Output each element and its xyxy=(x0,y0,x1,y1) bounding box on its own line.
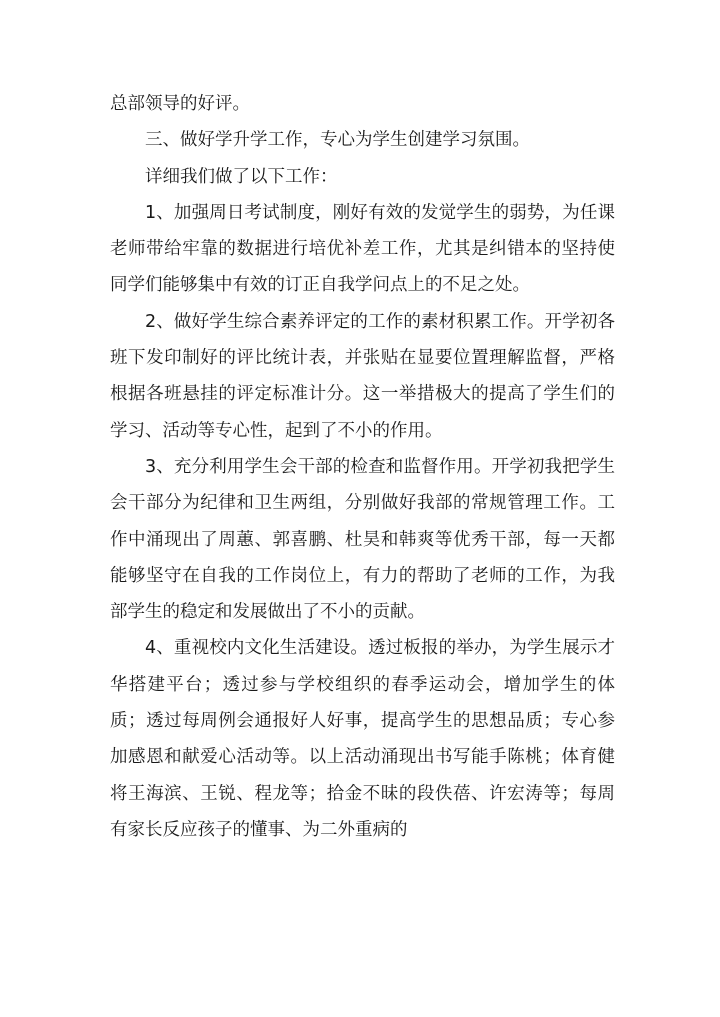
paragraph-intro: 详细我们做了以下工作： xyxy=(145,166,338,187)
paragraph-item-4: 4、重视校内文化生活建设。透过板报的举办，为学生展示才华搭建平台；透过参与学校组织的春季运动会，增加学生的体质；透过每周例会通报好人好事，提高学生的思想品质；专心参加感恩和献爱心活动等。以上活动涌现出书写能手陈桃；体育健将王海滨、王锐、程龙等；拾金不昧的段佚蓓、许宏涛等；每周有家长反应孩子的懂事、为二外重病的 xyxy=(110,638,615,840)
paragraph-item-1: 1、加强周日考试制度，刚好有效的发觉学生的弱势，为任课老师带给牢靠的数据进行培优补差工作，尤其是纠错本的坚持使同学们能够集中有效的订正自我学问点上的不足之处。 xyxy=(110,202,615,296)
paragraph-item-3: 3、充分利用学生会干部的检查和监督作用。开学初我把学生会干部分为纪律和卫生两组，分别做好我部的常规管理工作。工作中涌现出了周蕙、郭喜鹏、杜昊和韩爽等优秀干部，每一天都能够坚守在自我的工作岗位上，有力的帮助了老师的工作，为我部学生的稳定和发展做出了不小的贡献。 xyxy=(110,456,615,623)
paragraph-continuation: 总部领导的好评。 xyxy=(110,94,250,114)
document-body xyxy=(110,86,615,848)
paragraph-section-three-heading: 三、做好学升学工作，专心为学生创建学习氛围。 xyxy=(145,130,530,151)
paragraph-item-2: 2、做好学生综合素养评定的工作的素材积累工作。开学初各班下发印制好的评比统计表，并张贴在显要位置理解监督，严格根据各班悬挂的评定标准计分。这一举措极大的提高了学生们的学习、活动等专心性，起到了不小的作用。 xyxy=(110,311,615,441)
